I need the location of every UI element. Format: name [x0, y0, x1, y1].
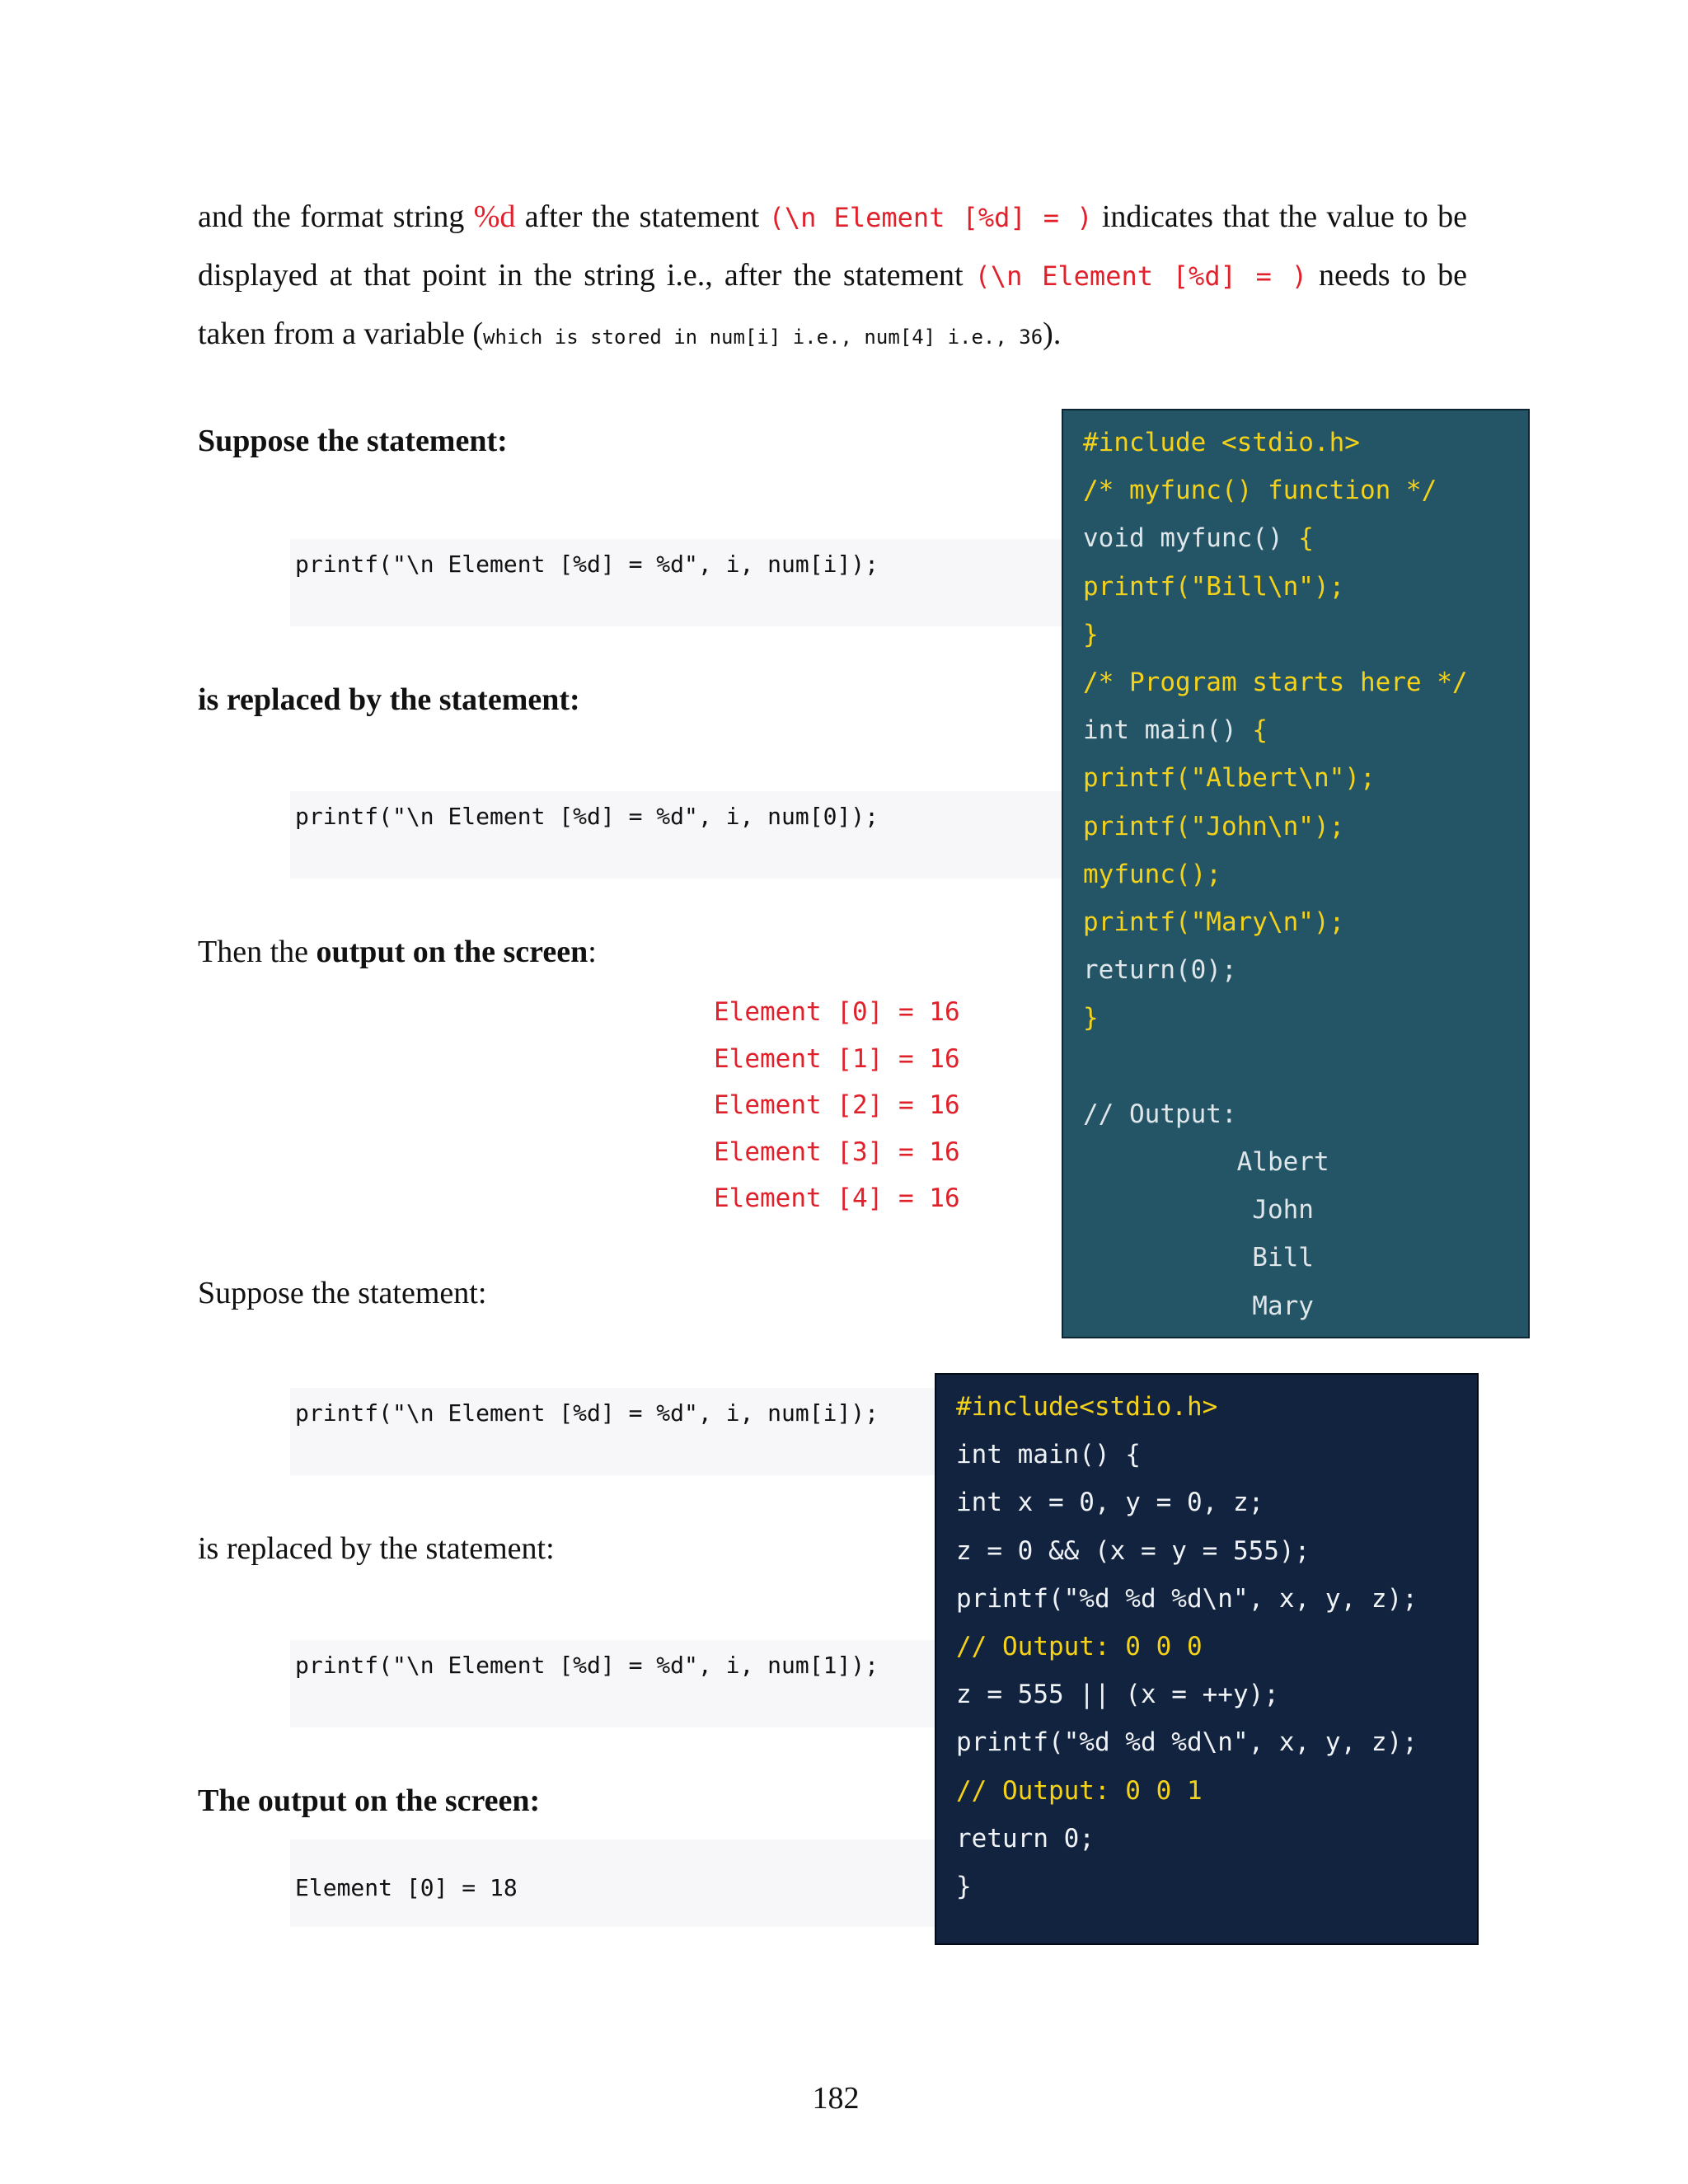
intro-text-4: needs to be taken from a variable ( — [198, 258, 1467, 351]
page-number: 182 — [812, 2081, 860, 2116]
code-line: void myfunc() { — [1083, 523, 1314, 554]
output-line: Element [3] = 16 — [714, 1137, 960, 1167]
intro-text-3: indicates that the value to be displayed at that point in the string i.e., after the statement — [198, 199, 1468, 293]
output-line: Element [2] = 16 — [714, 1090, 960, 1120]
section1-code-replacement: printf("\n Element [%d] = %d", i, num[0]); — [290, 791, 1062, 879]
code-line: return 0; — [956, 1823, 1095, 1854]
code-line: myfunc(); — [1083, 859, 1221, 889]
code-output-line: Albert — [1083, 1147, 1329, 1178]
code-line: #include<stdio.h> — [956, 1392, 1218, 1422]
code-line: printf("Bill\n"); — [1083, 571, 1345, 602]
code-line: printf("Mary\n"); — [1083, 907, 1345, 938]
section1-label-suppose: Suppose the statement: — [198, 424, 508, 458]
format-specifier: %d — [473, 199, 516, 234]
code-box-logical-operators — [935, 1373, 1479, 1945]
intro-text-1: and the format string — [198, 199, 474, 234]
output-line: Element [1] = 16 — [714, 1043, 960, 1074]
code-line: int main() { — [1083, 715, 1268, 746]
section2-label-replaced: is replaced by the statement: — [198, 1531, 555, 1566]
section2-code-original: printf("\n Element [%d] = %d", i, num[i]); — [290, 1388, 935, 1475]
code-comment: // Output: — [1083, 1099, 1237, 1129]
code-line: printf("John\n"); — [1083, 811, 1345, 841]
code-line: z = 0 && (x = y = 555); — [956, 1535, 1311, 1566]
code-output-line: Mary — [1083, 1291, 1314, 1321]
code-line: printf("%d %d %d\n", x, y, z); — [956, 1583, 1418, 1614]
code-line: printf("%d %d %d\n", x, y, z); — [956, 1727, 1418, 1758]
intro-text-5: ). — [1043, 316, 1062, 351]
code-line: printf("Albert\n"); — [1083, 763, 1376, 794]
code-line: int main() { — [956, 1440, 1141, 1470]
code-comment: /* myfunc() function */ — [1083, 476, 1437, 506]
output-line: Element [0] = 16 — [714, 997, 960, 1027]
code-comment: /* Program starts here */ — [1083, 668, 1468, 698]
section2-code-replacement: printf("\n Element [%d] = %d", i, num[1]); — [290, 1640, 935, 1727]
section1-label-output — [198, 933, 597, 971]
code-line: z = 555 || (x = ++y); — [956, 1680, 1279, 1710]
section2-output: Element [0] = 18 — [290, 1840, 935, 1927]
code-line: } — [956, 1872, 972, 1902]
code-line: } — [1083, 619, 1099, 649]
code-comment: // Output: 0 0 0 — [956, 1632, 1203, 1662]
output-label-post: : — [588, 935, 597, 969]
code-line: #include <stdio.h> — [1083, 428, 1360, 457]
inline-statement-2: (\n Element [%d] = ) — [974, 260, 1307, 292]
output-label-bold: output on the screen — [316, 935, 588, 969]
section1-label-replaced: is replaced by the statement: — [198, 682, 580, 717]
code-line: int x = 0, y = 0, z; — [956, 1488, 1264, 1518]
section2-label-output: The output on the screen: — [198, 1783, 541, 1818]
section2-label-suppose: Suppose the statement: — [198, 1276, 487, 1310]
output-label-pre: Then the — [198, 935, 316, 969]
code-line: return(0); — [1083, 955, 1237, 986]
intro-paragraph — [198, 188, 1467, 366]
code-comment: // Output: 0 0 1 — [956, 1775, 1203, 1806]
section1-output-block — [714, 989, 960, 1222]
section1-code-original: printf("\n Element [%d] = %d", i, num[i]); — [290, 539, 1062, 626]
code-line-blank — [1083, 1043, 1528, 1090]
code-output-line: John — [1083, 1195, 1314, 1226]
inline-code-variable: which is stored in num[i] i.e., num[4] i.e., 36 — [483, 326, 1043, 349]
intro-text-2: after the statement — [515, 199, 769, 234]
code-line: } — [1083, 1003, 1099, 1033]
inline-statement-1: (\n Element [%d] = ) — [768, 202, 1093, 233]
code-box-myfunc — [1062, 409, 1530, 1338]
code-output-line: Bill — [1083, 1243, 1314, 1273]
output-line: Element [4] = 16 — [714, 1183, 960, 1213]
